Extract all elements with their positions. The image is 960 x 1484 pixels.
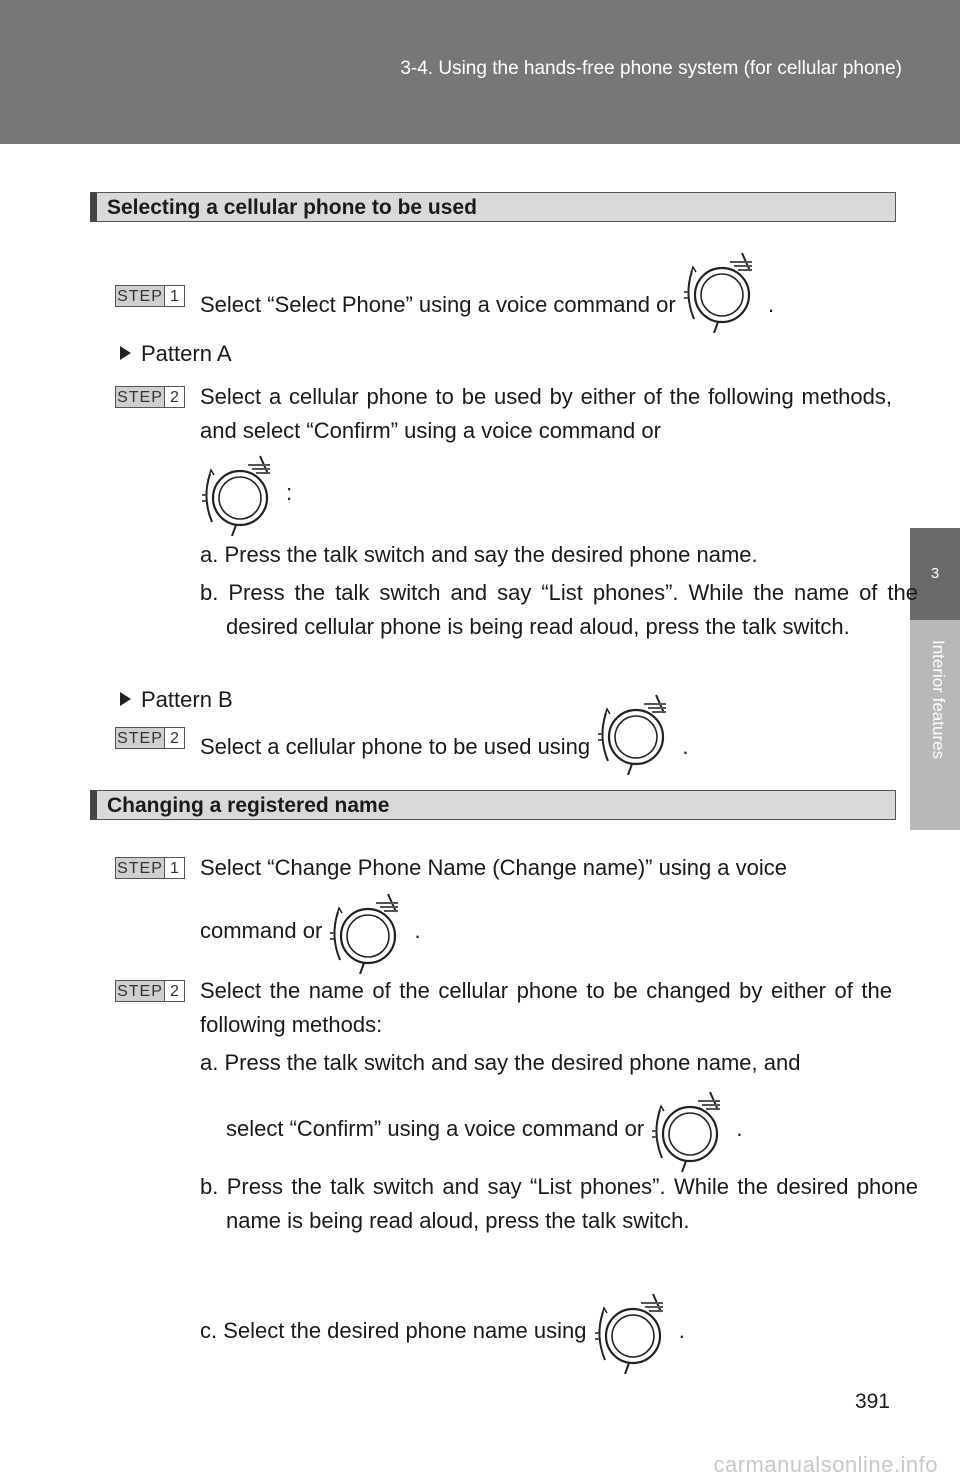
method-a: a. Press the talk switch and say the desired phone name. xyxy=(200,542,758,567)
change-method-b: b. Press the talk switch and say “List phones”. While the desired phone name is being read aloud, press the talk switch. xyxy=(200,1174,918,1233)
tune-scroll-knob-icon xyxy=(650,1088,730,1172)
step2b-instruction: Select a cellular phone to be used using . xyxy=(200,721,900,775)
section-title-change-name: Changing a registered name xyxy=(90,790,896,820)
step2a-knob-line: : xyxy=(200,452,400,536)
arrow-icon xyxy=(120,692,131,706)
chapter-label: Interior features xyxy=(929,640,948,760)
tune-scroll-knob-icon xyxy=(596,691,676,775)
step-badge-2a: STEP 2 xyxy=(115,386,185,408)
watermark: carmanualsonline.info xyxy=(713,1452,938,1477)
step1-instruction: Select “Select Phone” using a voice command or . xyxy=(200,279,900,333)
tune-scroll-knob-icon xyxy=(593,1290,673,1374)
step-badge-1b: STEP 1 xyxy=(115,857,185,879)
page-number: 391 xyxy=(854,1390,890,1413)
method-b: b. Press the talk switch and say “List phones”. While the name of the desired cellular phone is being read aloud, press the talk switch. xyxy=(200,580,918,639)
header-title: 3-4. Using the hands-free phone system (for cellular phone) xyxy=(400,58,902,79)
pattern-a-label: Pattern A xyxy=(120,337,232,371)
step-badge-2b: STEP 2 xyxy=(115,727,185,749)
change-step1-line2: command or . xyxy=(200,890,700,974)
step-badge-1: STEP 1 xyxy=(115,285,185,307)
tune-scroll-knob-icon xyxy=(200,452,280,536)
page-header xyxy=(0,0,960,144)
section-title-select-phone: Selecting a cellular phone to be used xyxy=(90,192,896,222)
change-step1-line1: Select “Change Phone Name (Change name)” using a voice xyxy=(200,855,787,880)
tune-scroll-knob-icon xyxy=(682,249,762,333)
tune-scroll-knob-icon xyxy=(328,890,408,974)
change-method-c: c. Select the desired phone name using . xyxy=(200,1290,892,1374)
step-badge-2c: STEP 2 xyxy=(115,980,185,1002)
arrow-icon xyxy=(120,346,131,360)
change-method-a-cont: select “Confirm” using a voice command or . xyxy=(226,1088,892,1172)
change-step2-instruction: Select the name of the cellular phone to be changed by either of the following methods: xyxy=(200,978,892,1037)
change-method-a: a. Press the talk switch and say the desired phone name, and xyxy=(200,1050,801,1075)
pattern-b-label: Pattern B xyxy=(120,683,233,717)
chapter-tab: 3 xyxy=(910,528,960,620)
step2a-instruction: Select a cellular phone to be used by either of the following methods, and select “Confirm” using a voice command or xyxy=(200,384,892,443)
